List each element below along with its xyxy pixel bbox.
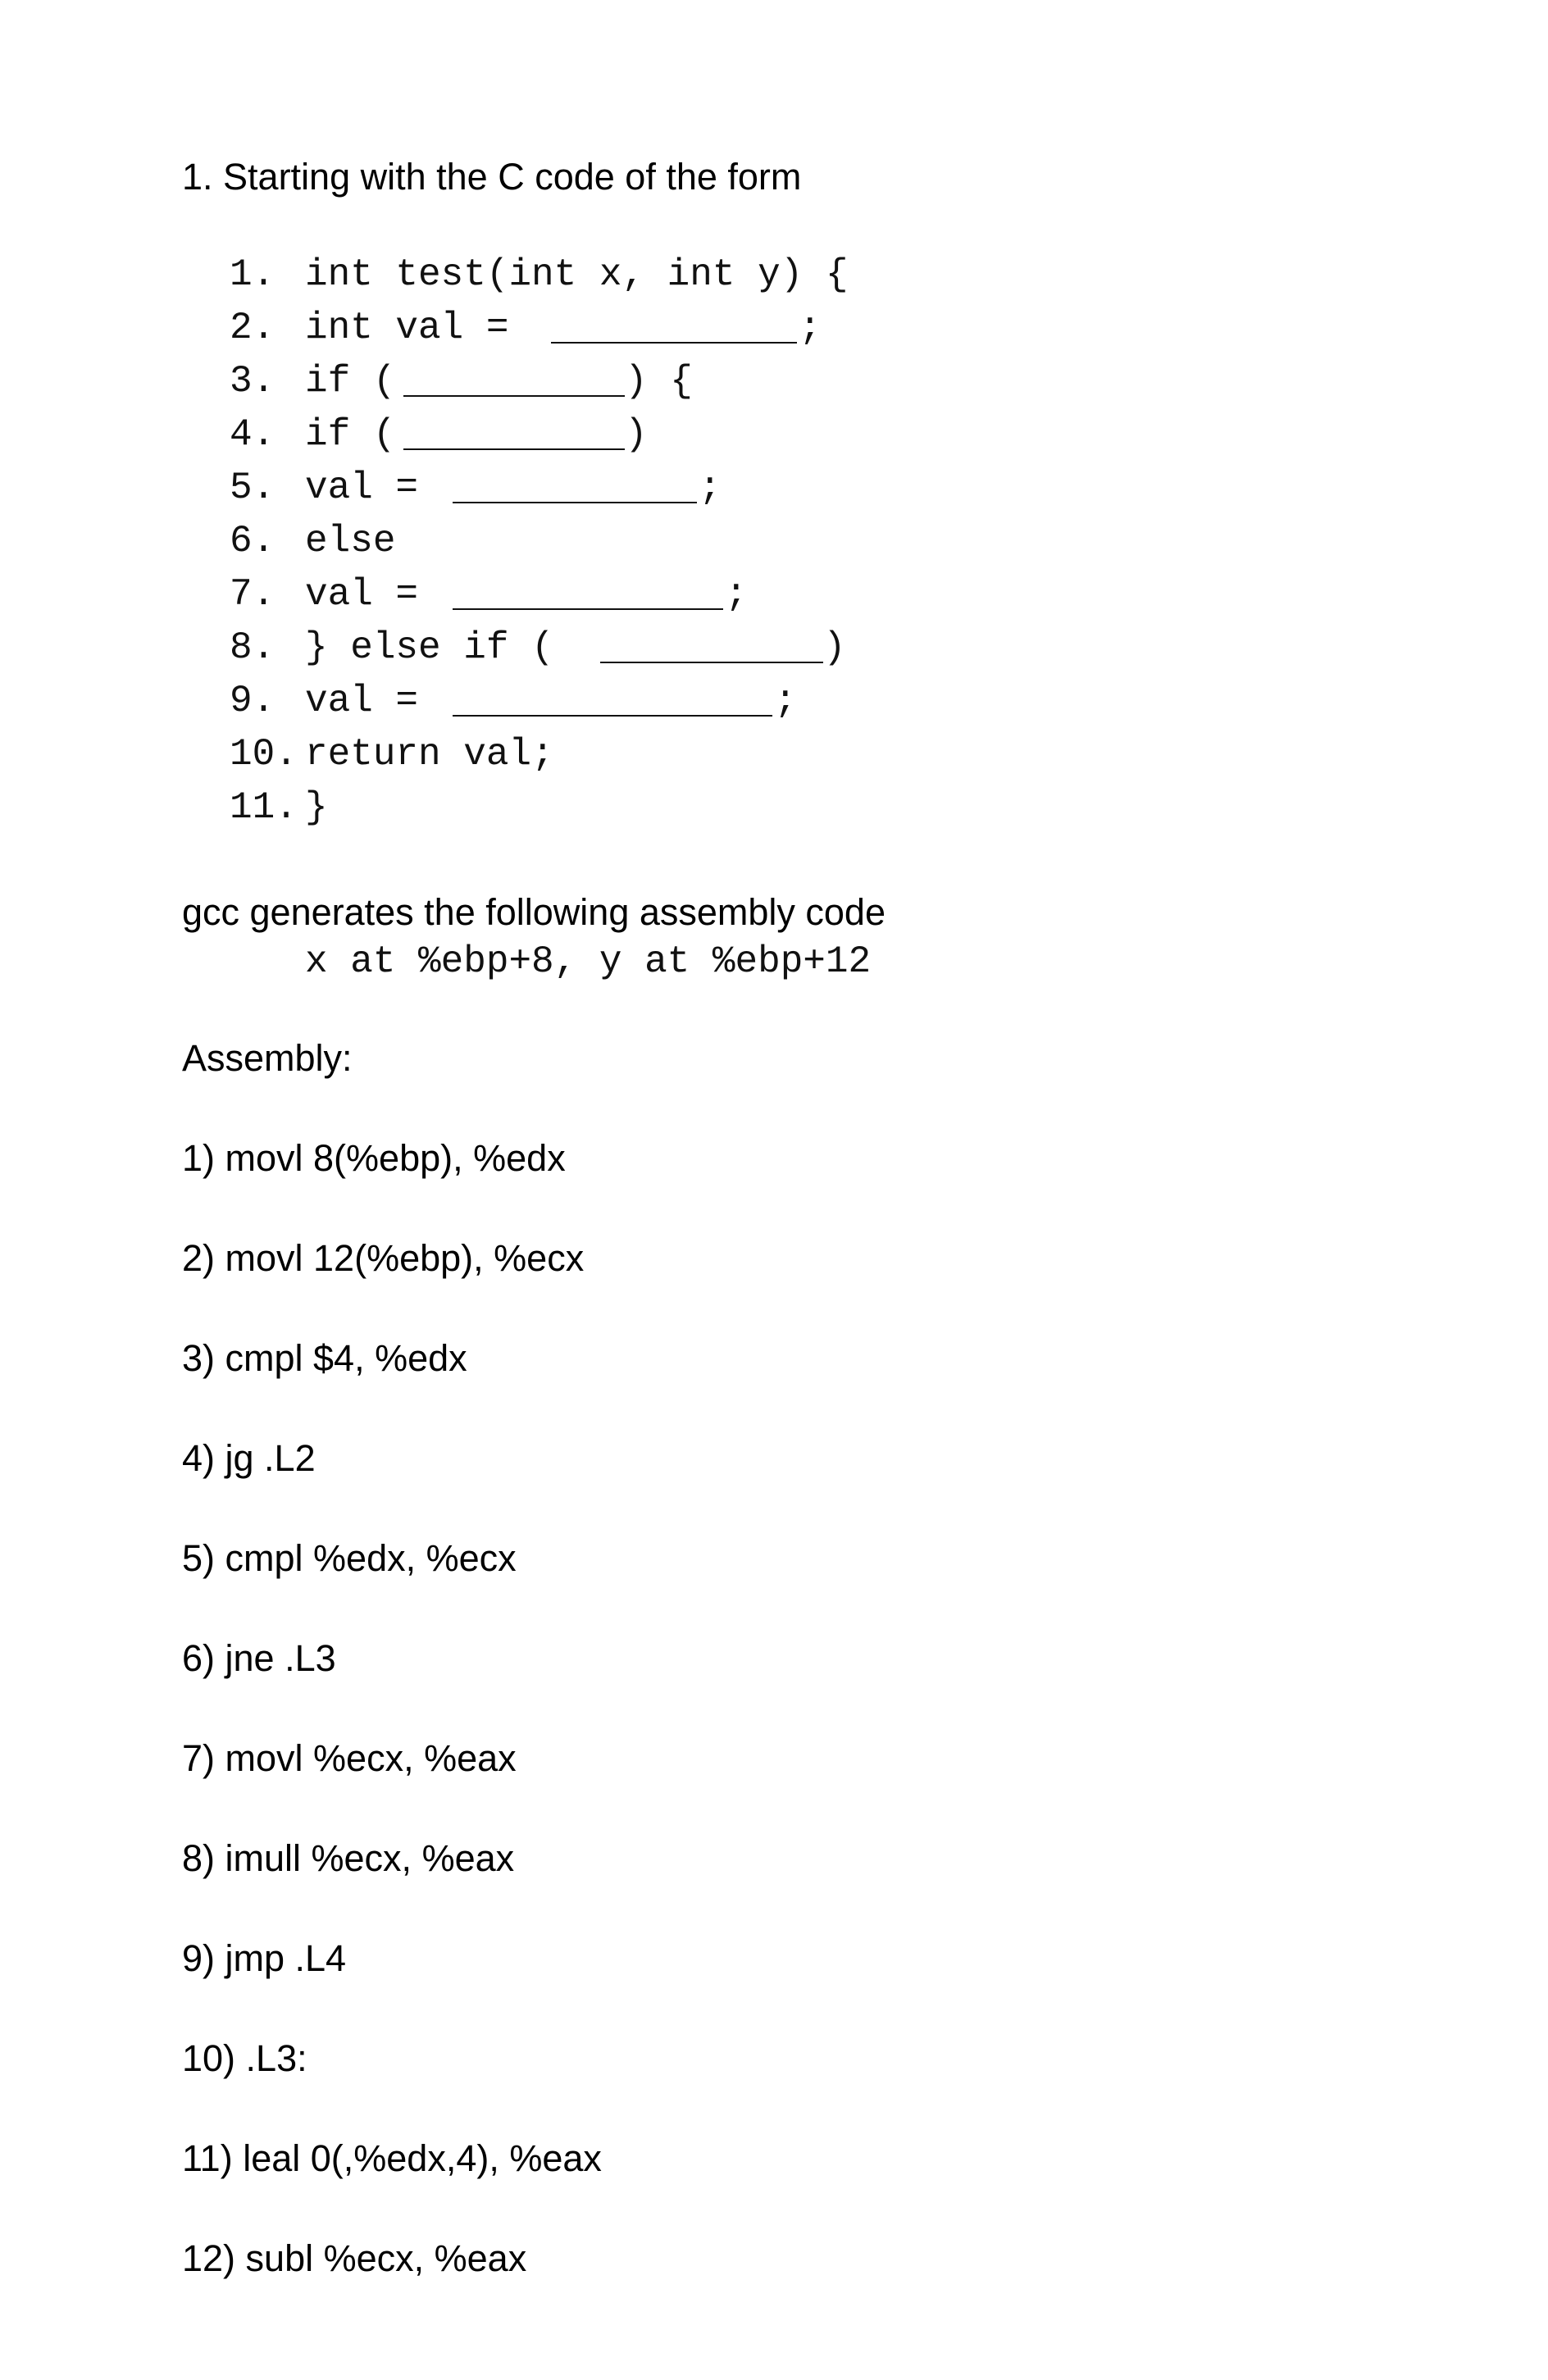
code-line [230, 680, 797, 728]
code-text: else [305, 520, 396, 562]
fill-in-blank[interactable] [453, 682, 772, 717]
code-text: } [305, 786, 328, 829]
question-intro: 1. Starting with the C code of the form [182, 156, 802, 198]
line-number: 8. [230, 626, 275, 669]
line-number: 3. [230, 360, 275, 403]
code-text: ; [799, 307, 822, 349]
line-number: 10. [230, 733, 298, 776]
fill-in-blank[interactable] [403, 416, 625, 450]
line-number: 5. [230, 466, 275, 509]
code-line [230, 573, 748, 621]
assembly-line: 8) imull %ecx, %eax [182, 1837, 515, 1879]
code-text: if ( [305, 413, 396, 456]
assembly-line: 6) jne .L3 [182, 1637, 336, 1679]
fill-in-blank[interactable] [403, 362, 625, 397]
code-line [230, 520, 396, 568]
assembly-line: 1) movl 8(%ebp), %edx [182, 1137, 566, 1179]
code-text: } else if ( [305, 626, 554, 669]
line-number: 7. [230, 573, 275, 616]
code-text: ; [699, 466, 722, 509]
code-line [230, 626, 846, 675]
code-text: if ( [305, 360, 396, 403]
code-text: return val; [305, 733, 554, 776]
code-line [230, 786, 366, 835]
code-text: ; [774, 680, 797, 722]
line-number: 4. [230, 413, 275, 456]
line-number: 2. [230, 307, 275, 349]
code-text: ) [625, 413, 648, 456]
assembly-line: 9) jmp .L4 [182, 1937, 347, 1979]
assembly-heading: Assembly: [182, 1037, 353, 1079]
code-text: val = [305, 466, 419, 509]
fill-in-blank[interactable] [551, 309, 797, 344]
parameter-locations: x at %ebp+8, y at %ebp+12 [305, 940, 872, 983]
assembly-line: 12) subl %ecx, %eax [182, 2237, 527, 2279]
code-text: ; [725, 573, 748, 616]
assembly-line: 11) leal 0(,%edx,4), %eax [182, 2137, 602, 2179]
assembly-line: 2) movl 12(%ebp), %ecx [182, 1237, 585, 1279]
line-number: 9. [230, 680, 275, 722]
gcc-description: gcc generates the following assembly code [182, 891, 886, 933]
code-line [230, 307, 822, 355]
assembly-line: 4) jg .L2 [182, 1437, 316, 1479]
code-text: int test(int x, int y) { [305, 253, 849, 296]
fill-in-blank[interactable] [453, 576, 723, 610]
assembly-line: 5) cmpl %edx, %ecx [182, 1537, 517, 1579]
line-number: 1. [230, 253, 275, 296]
code-line [230, 360, 693, 408]
code-line [230, 253, 849, 302]
code-text: ) [823, 626, 846, 669]
assembly-line: 7) movl %ecx, %eax [182, 1737, 517, 1779]
fill-in-blank[interactable] [453, 469, 697, 503]
assembly-line: 10) .L3: [182, 2037, 307, 2079]
code-line [230, 733, 554, 781]
code-line [230, 413, 648, 462]
code-text: ) { [625, 360, 693, 403]
line-number: 6. [230, 520, 275, 562]
line-number: 11. [230, 786, 298, 829]
code-text: int val = [305, 307, 509, 349]
code-text: val = [305, 680, 419, 722]
code-line [230, 466, 722, 515]
assembly-line: 3) cmpl $4, %edx [182, 1337, 467, 1379]
code-text: val = [305, 573, 419, 616]
fill-in-blank[interactable] [600, 629, 823, 663]
